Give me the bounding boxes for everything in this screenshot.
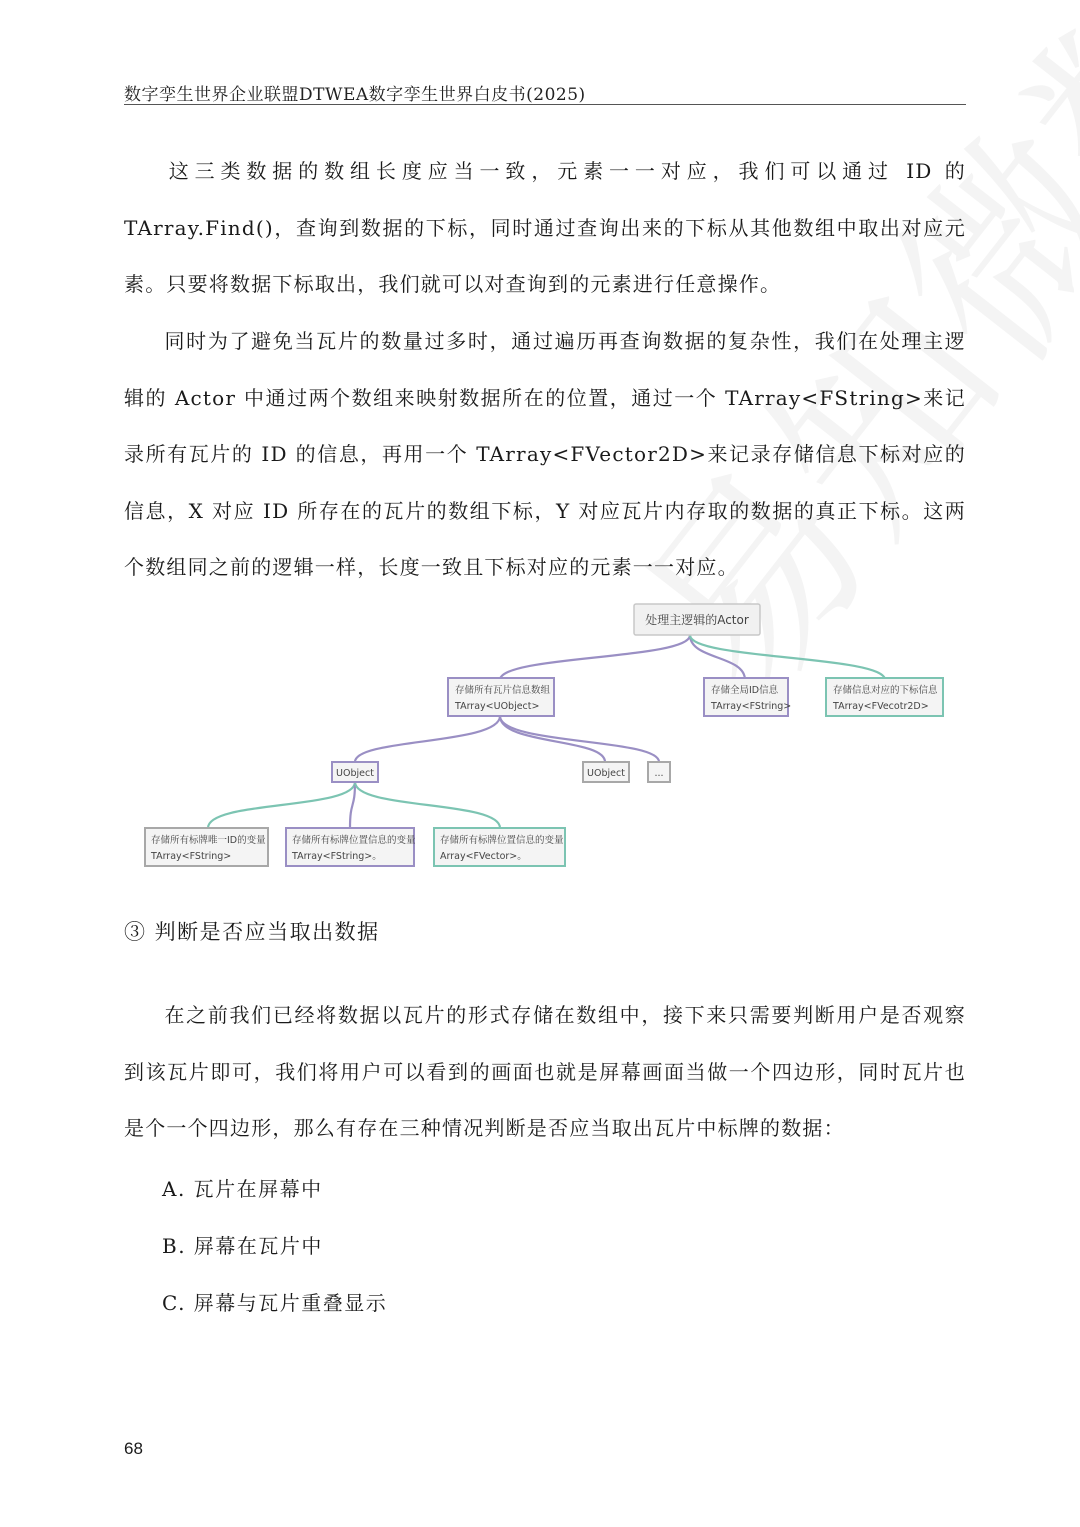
edge-tile-array-to-uobject-2 [500, 716, 605, 762]
node-tile-info-array [448, 678, 554, 716]
node-sign-pos-string-var-line1: 存储所有标牌位置信息的变量 [292, 835, 416, 846]
node-index-array-line1: 存储信息对应的下标信息 [833, 685, 938, 696]
paragraph-3 [124, 987, 966, 1157]
node-root-label: 处理主逻辑的Actor [645, 613, 749, 627]
running-header: 数字孪生世界企业联盟DTWEA数字孪生世界白皮书(2025) [124, 85, 586, 105]
list-item-b: B. 屏幕在瓦片中 [162, 1234, 323, 1258]
node-ellipsis [648, 762, 670, 782]
edge-root-to-id-array [690, 635, 745, 680]
node-root [634, 604, 760, 635]
node-sign-id-var-line1: 存储所有标牌唯一ID的变量 [151, 835, 266, 846]
list-item-a: A. 瓦片在屏幕中 [162, 1177, 323, 1201]
page-number: 68 [124, 1439, 143, 1458]
node-ellipsis-label: ... [654, 768, 664, 779]
node-global-id-array-line1: 存储全局ID信息 [711, 685, 779, 696]
node-uobject-1 [332, 762, 378, 782]
paragraph-2-text: 同时为了避免当瓦片的数量过多时，通过遍历再查询数据的复杂性，我们在处理主逻辑的 Actor 中通过两个数组来映射数据所在的位置，通过一个 TArray<FString>来记录所有瓦片的 ID 的信息，再用一个 TArray<FVector2D>来记录存储信息下标对应的信息，X 对应 ID 所存在的瓦片的数组下标，Y 对应瓦片内存取的数据的真正下标。这两个数组同之前的逻辑一样，长度一致且下标对应的元素一一对应。 [124, 329, 966, 579]
node-sign-id-var-line2: TArray<FString> [151, 851, 232, 862]
edge-uobject-to-id-var [208, 782, 355, 828]
edge-uobject-to-pos-vector-var [355, 782, 500, 828]
node-uobject-2-label: UObject [587, 768, 625, 779]
node-index-array-line2: TArray<FVecotr2D> [833, 701, 929, 712]
edge-root-to-tile-array [500, 635, 690, 680]
paragraph-1-text: 这三类数据的数组长度应当一致，元素一一对应，我们可以通过 ID 的 TArray.Find()，查询到数据的下标，同时通过查询出来的下标从其他数组中取出对应元素。只要将数据下标取出，我们就可以对查询到的元素进行任意操作。 [124, 159, 966, 296]
node-sign-id-var [145, 828, 268, 866]
list-item-c: C. 屏幕与瓦片重叠显示 [162, 1291, 388, 1315]
node-uobject-2 [583, 762, 629, 782]
node-sign-pos-string-var [286, 828, 416, 866]
paragraph-3-text: 在之前我们已经将数据以瓦片的形式存储在数组中，接下来只需要判断用户是否观察到该瓦片即可，我们将用户可以看到的画面也就是屏幕画面当做一个四边形，同时瓦片也是个一个四边形，那么有存在三种情况判断是否应当取出瓦片中标牌的数据： [124, 1003, 966, 1140]
node-sign-pos-vector-var [434, 828, 565, 866]
node-sign-pos-vector-var-line1: 存储所有标牌位置信息的变量 [440, 835, 564, 846]
edge-tile-array-to-ellipsis [500, 716, 659, 762]
node-global-id-array-line2: TArray<FString> [711, 701, 792, 712]
section-heading: ③ 判断是否应当取出数据 [124, 920, 380, 944]
node-sign-pos-string-var-line2: TArray<FString>。 [292, 851, 382, 862]
node-tile-info-array-line2: TArray<UObject> [455, 701, 540, 712]
edge-tile-array-to-uobject-1 [355, 716, 500, 762]
node-uobject-1-label: UObject [336, 768, 374, 779]
node-tile-info-array-line1: 存储所有瓦片信息数组 [455, 685, 551, 696]
node-global-id-array [704, 678, 791, 716]
node-sign-pos-vector-var-line2: Array<FVector>。 [440, 851, 527, 862]
node-index-array [826, 678, 943, 716]
